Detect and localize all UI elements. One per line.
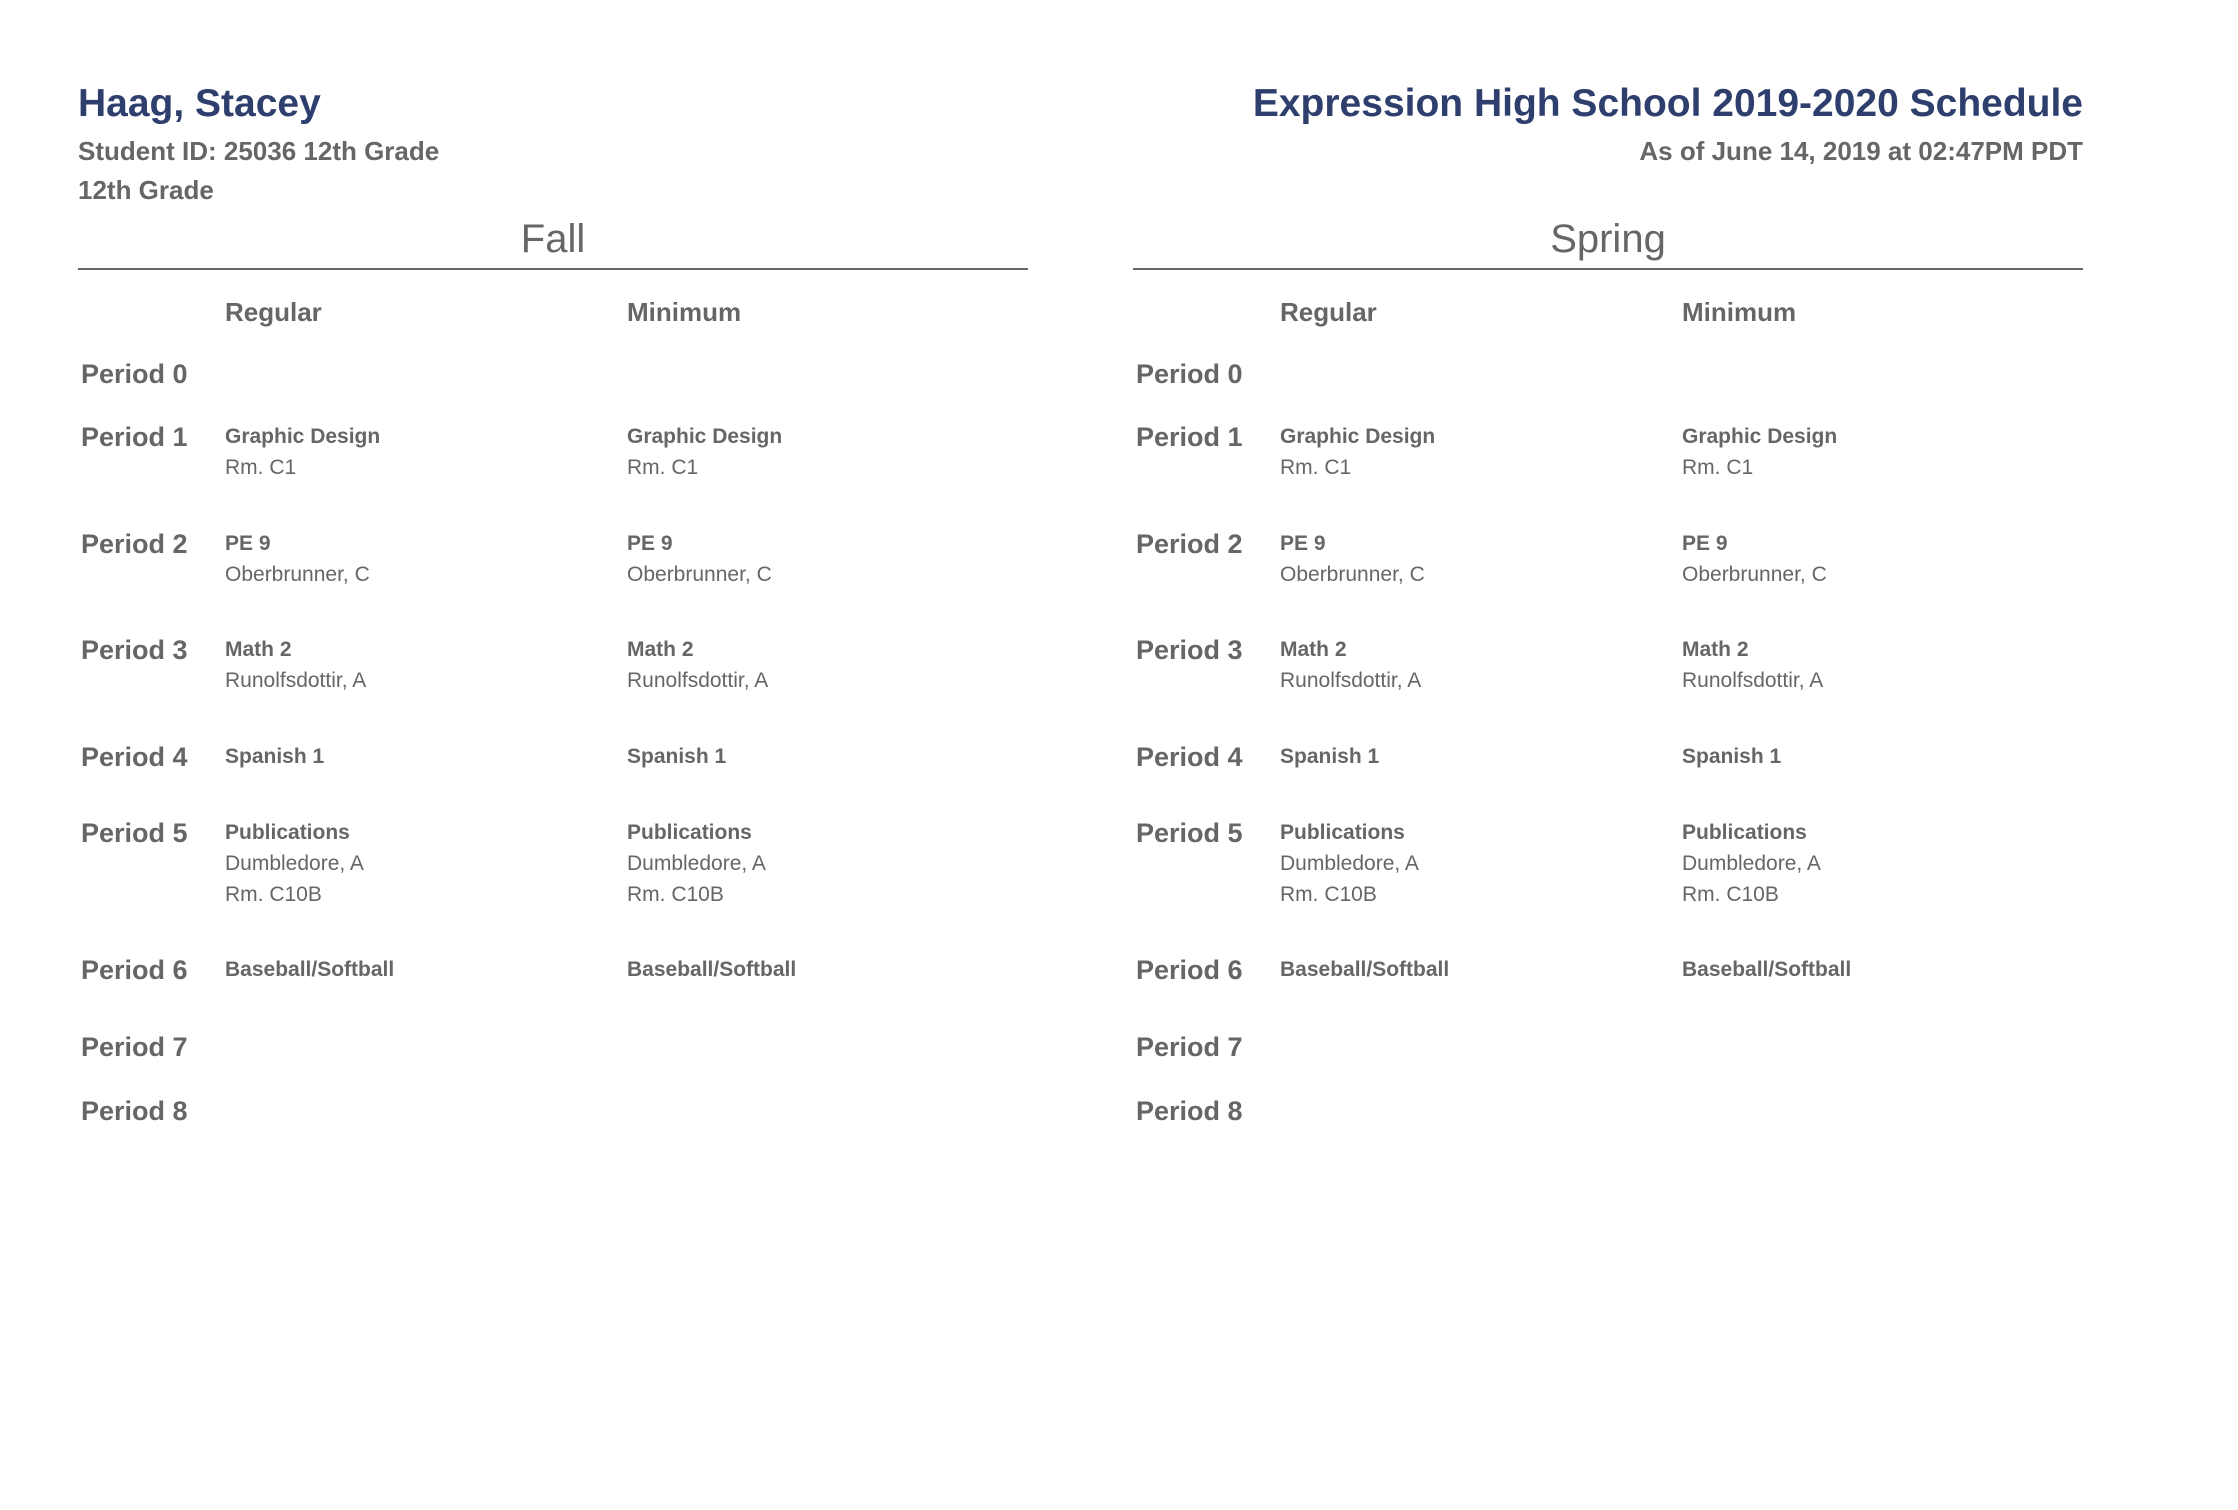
course-name: Math 2 <box>627 638 694 661</box>
period-label: Period 1 <box>81 422 188 452</box>
teacher: Dumbledore, A <box>1280 852 1419 875</box>
period-label: Period 7 <box>81 1032 188 1062</box>
regular-cell <box>225 955 605 985</box>
period-label: Period 1 <box>1136 422 1243 452</box>
teacher: Runolfsdottir, A <box>1280 669 1422 692</box>
regular-cell <box>225 818 605 910</box>
minimum-cell <box>1682 635 2062 696</box>
minimum-cell <box>1682 742 2062 772</box>
student-id: Student ID: 25036 12th Grade <box>78 136 440 166</box>
regular-cell <box>1280 635 1660 696</box>
room: Rm. C10B <box>627 883 724 906</box>
room: Rm. C1 <box>627 456 699 479</box>
room: Rm. C1 <box>1682 456 1754 479</box>
course-name: Baseball/Softball <box>1682 958 1852 981</box>
course-name: Graphic Design <box>627 425 783 448</box>
period-label: Period 2 <box>1136 529 1243 559</box>
room: Rm. C1 <box>1280 456 1352 479</box>
course-name: Spanish 1 <box>225 745 325 768</box>
regular-cell <box>225 422 605 483</box>
term-title: Spring <box>1133 210 2083 270</box>
course-name: Baseball/Softball <box>1280 958 1450 981</box>
course-name: Spanish 1 <box>1682 745 1782 768</box>
teacher: Oberbrunner, C <box>1682 563 1827 586</box>
term-title: Fall <box>78 210 1028 270</box>
column-header-minimum: Minimum <box>1682 297 1797 327</box>
course-name: Publications <box>1682 821 1807 844</box>
term-fall <box>78 210 1028 1126</box>
course-name: Publications <box>1280 821 1405 844</box>
course-name: Graphic Design <box>225 425 381 448</box>
period-label: Period 0 <box>81 359 188 389</box>
course-name: Math 2 <box>225 638 292 661</box>
regular-cell <box>225 529 605 590</box>
course-name: Publications <box>225 821 350 844</box>
minimum-cell <box>627 529 1007 590</box>
minimum-cell <box>1682 529 2062 590</box>
course-name: Spanish 1 <box>1280 745 1380 768</box>
column-header-regular: Regular <box>225 297 322 327</box>
teacher: Oberbrunner, C <box>225 563 370 586</box>
period-label: Period 6 <box>81 955 188 985</box>
minimum-cell <box>627 422 1007 483</box>
course-name: Spanish 1 <box>627 745 727 768</box>
course-name: Math 2 <box>1682 638 1749 661</box>
teacher: Runolfsdottir, A <box>225 669 367 692</box>
as-of-timestamp: As of June 14, 2019 at 02:47PM PDT <box>1639 136 2083 166</box>
period-label: Period 6 <box>1136 955 1243 985</box>
column-header-regular: Regular <box>1280 297 1377 327</box>
course-name: Baseball/Softball <box>627 958 797 981</box>
period-label: Period 3 <box>1136 635 1243 665</box>
student-name: Haag, Stacey <box>78 82 321 125</box>
course-name: Baseball/Softball <box>225 958 395 981</box>
room: Rm. C10B <box>225 883 322 906</box>
period-label: Period 3 <box>81 635 188 665</box>
teacher: Dumbledore, A <box>225 852 364 875</box>
student-grade: 12th Grade <box>78 175 214 205</box>
course-name: PE 9 <box>1682 532 1728 555</box>
period-label: Period 8 <box>81 1096 188 1126</box>
teacher: Dumbledore, A <box>1682 852 1821 875</box>
room: Rm. C1 <box>225 456 297 479</box>
regular-cell <box>1280 955 1660 985</box>
teacher: Runolfsdottir, A <box>1682 669 1824 692</box>
period-label: Period 4 <box>81 742 188 772</box>
course-name: PE 9 <box>225 532 271 555</box>
school-schedule-title: Expression High School 2019-2020 Schedule <box>1252 82 2083 125</box>
term-spring <box>1133 210 2083 1126</box>
regular-cell <box>225 635 605 696</box>
course-name: PE 9 <box>1280 532 1326 555</box>
period-label: Period 5 <box>81 818 188 848</box>
period-label: Period 2 <box>81 529 188 559</box>
period-label: Period 8 <box>1136 1096 1243 1126</box>
column-header-minimum: Minimum <box>627 297 742 327</box>
course-name: Math 2 <box>1280 638 1347 661</box>
course-name: Graphic Design <box>1280 425 1436 448</box>
period-label: Period 5 <box>1136 818 1243 848</box>
room: Rm. C10B <box>1682 883 1779 906</box>
teacher: Runolfsdottir, A <box>627 669 769 692</box>
minimum-cell <box>627 818 1007 910</box>
teacher: Dumbledore, A <box>627 852 766 875</box>
period-label: Period 7 <box>1136 1032 1243 1062</box>
course-name: Publications <box>627 821 752 844</box>
teacher: Oberbrunner, C <box>1280 563 1425 586</box>
room: Rm. C10B <box>1280 883 1377 906</box>
regular-cell <box>1280 742 1660 772</box>
minimum-cell <box>627 635 1007 696</box>
regular-cell <box>1280 529 1660 590</box>
period-label: Period 0 <box>1136 359 1243 389</box>
teacher: Oberbrunner, C <box>627 563 772 586</box>
course-name: PE 9 <box>627 532 673 555</box>
minimum-cell <box>1682 422 2062 483</box>
minimum-cell <box>1682 818 2062 910</box>
minimum-cell <box>627 955 1007 985</box>
regular-cell <box>1280 422 1660 483</box>
course-name: Graphic Design <box>1682 425 1838 448</box>
regular-cell <box>225 742 605 772</box>
minimum-cell <box>627 742 1007 772</box>
regular-cell <box>1280 818 1660 910</box>
minimum-cell <box>1682 955 2062 985</box>
period-label: Period 4 <box>1136 742 1243 772</box>
